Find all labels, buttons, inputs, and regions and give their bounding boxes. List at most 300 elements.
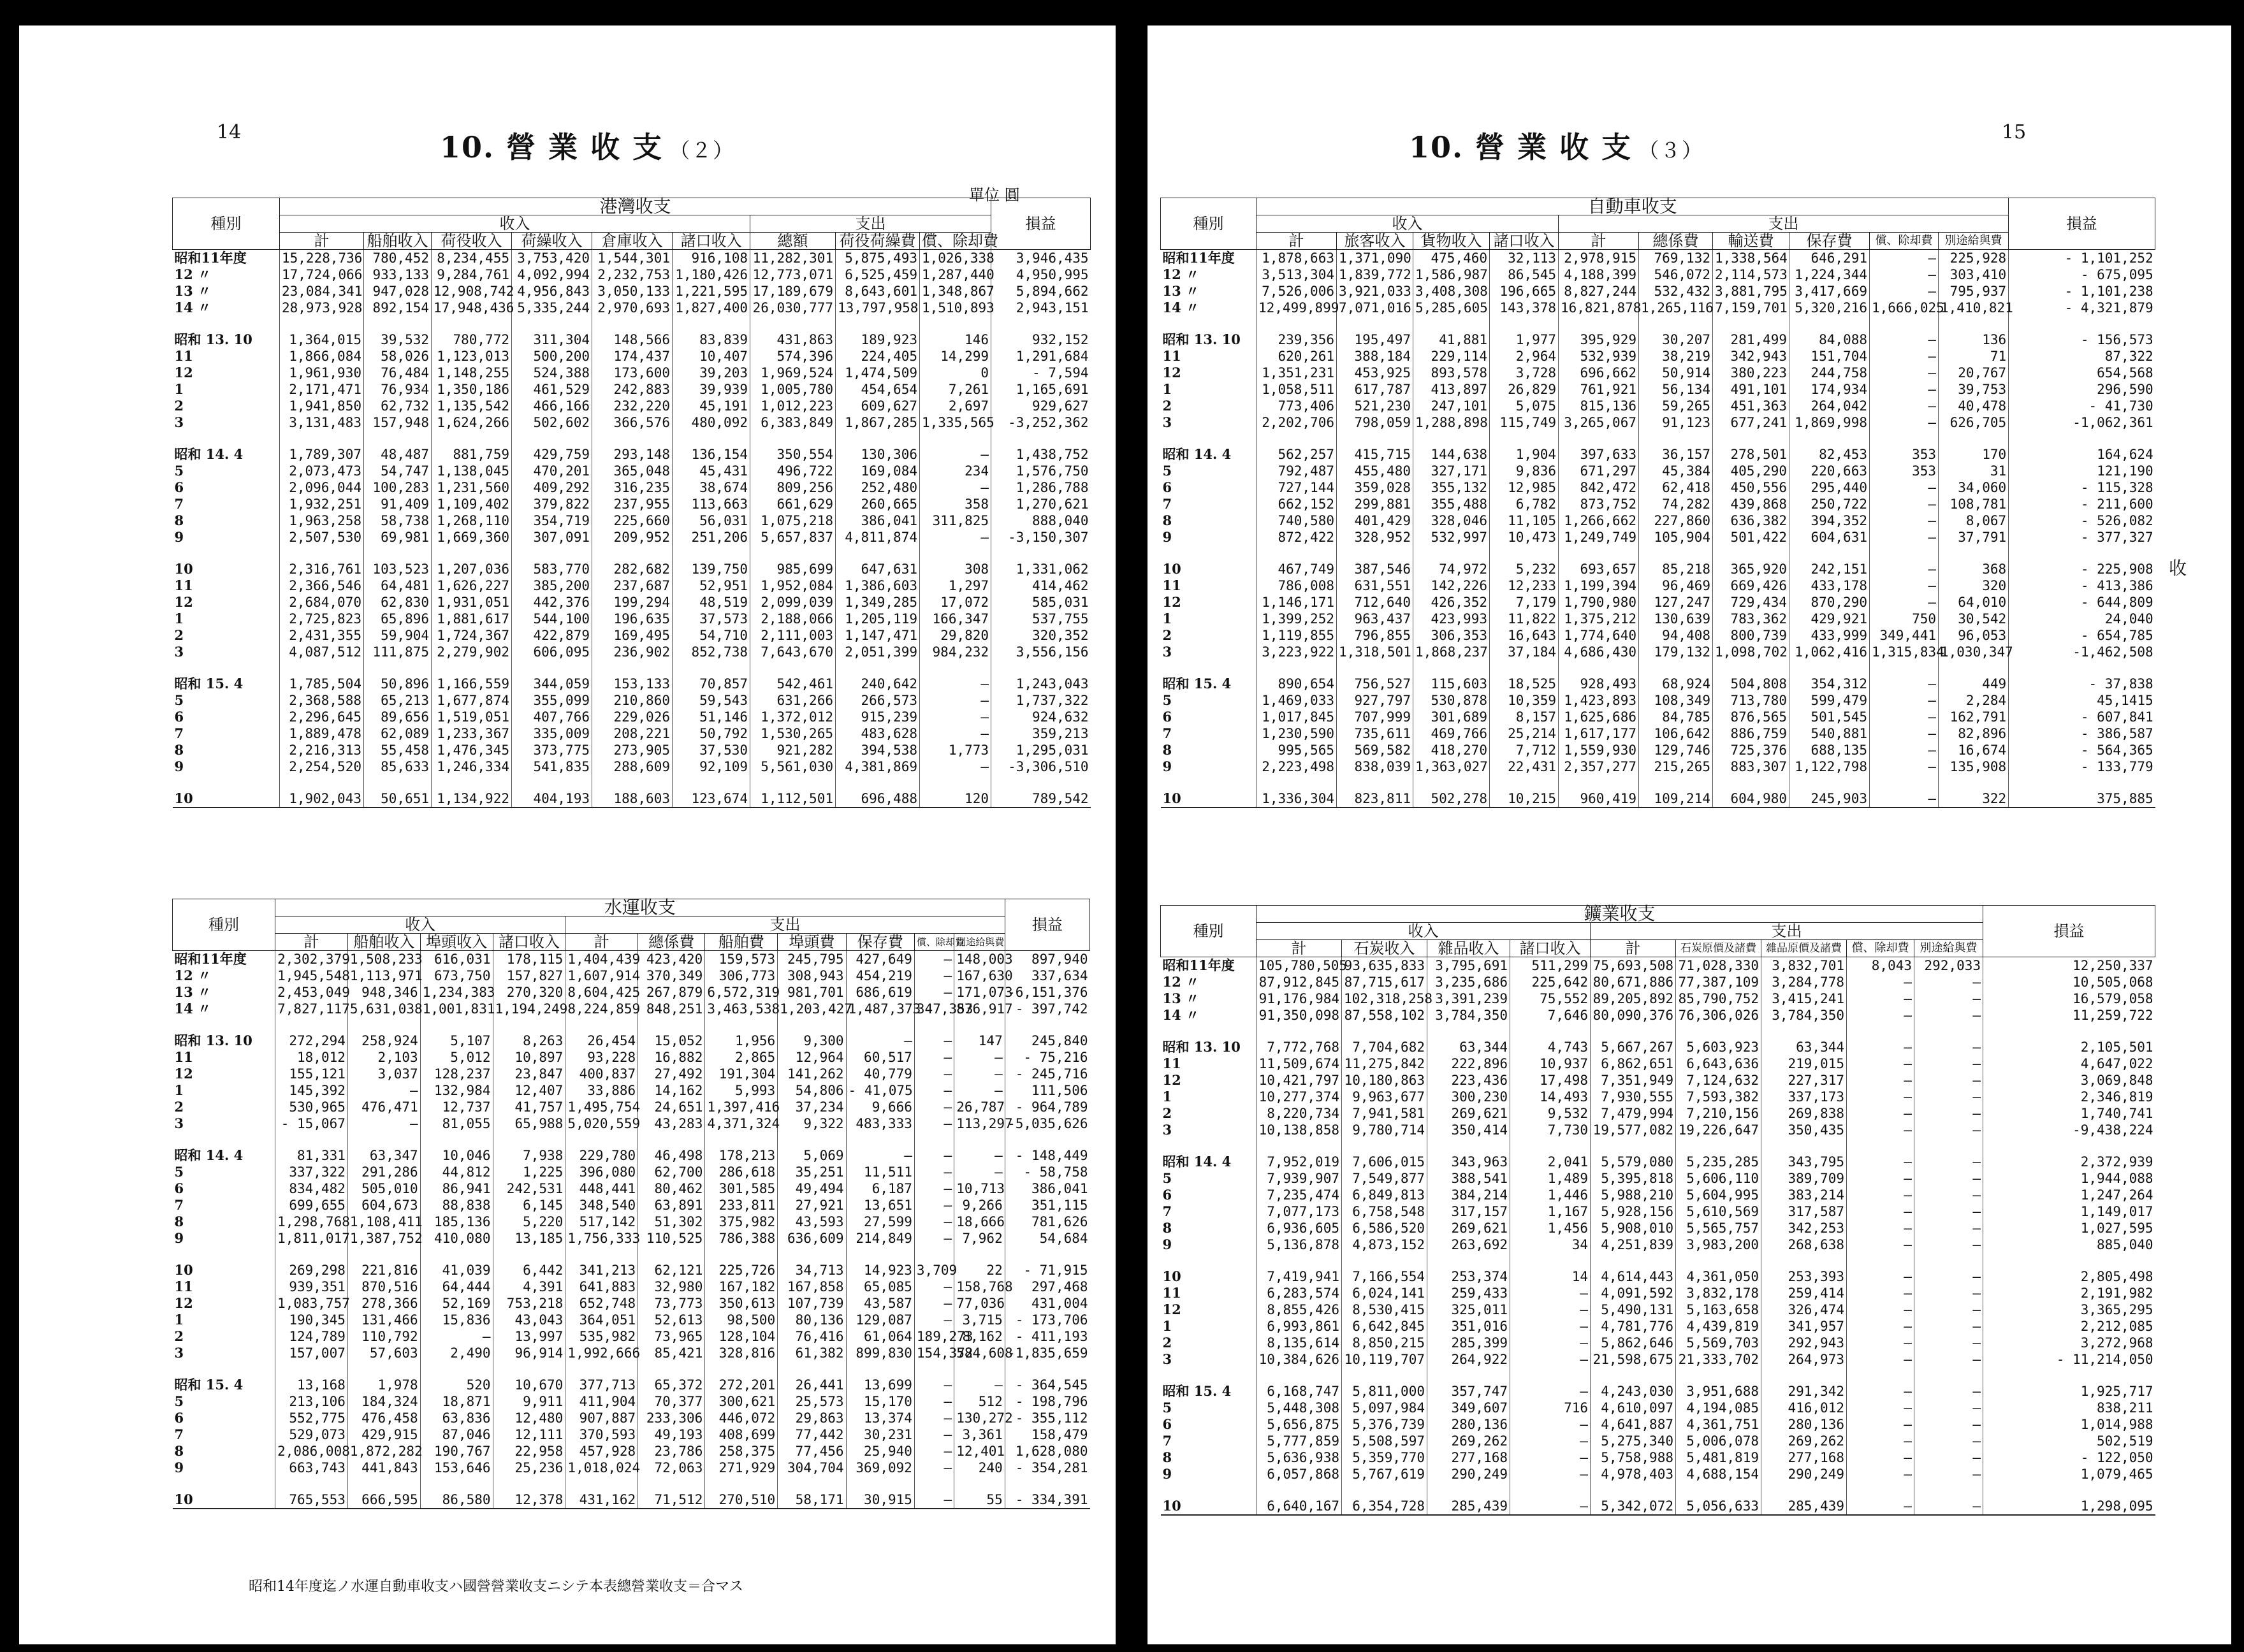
table-cell: 646,291 <box>1789 250 1870 267</box>
table-cell: 87,912,845 <box>1257 974 1342 990</box>
table-cell: 63,836 <box>420 1410 493 1426</box>
table-cell: -6,151,376 <box>1005 984 1089 1001</box>
table-cell: 1,246,334 <box>432 758 512 775</box>
table-cell: 5,097,984 <box>1342 1400 1427 1416</box>
table-cell: 1,839,772 <box>1337 266 1413 283</box>
table-cell <box>920 775 991 790</box>
table-row <box>173 446 1091 463</box>
table-cell: 932,152 <box>991 331 1091 348</box>
table-cell <box>991 316 1091 331</box>
table-cell: 25,940 <box>846 1443 914 1460</box>
row-label: 5 <box>1162 463 1172 479</box>
table-cell <box>364 546 432 561</box>
table-cell: — <box>1847 1203 1914 1220</box>
table-cell: 387,546 <box>1337 561 1413 577</box>
table-cell: 268,638 <box>1761 1236 1847 1253</box>
table-cell: 5,565,757 <box>1676 1220 1761 1236</box>
table-cell: 1,827,400 <box>673 300 750 316</box>
table-cell: 273,905 <box>592 742 673 758</box>
table-cell: 64,481 <box>364 577 432 594</box>
table-cell: — <box>420 1328 493 1345</box>
table-cell: 39,203 <box>673 365 750 381</box>
table-cell <box>512 660 592 676</box>
table-cell: 3,951,688 <box>1676 1383 1761 1400</box>
table-cell: 29,820 <box>920 627 991 644</box>
table-cell: 10,180,863 <box>1342 1072 1427 1089</box>
table-cell <box>991 431 1091 446</box>
table-cell: 4,614,443 <box>1591 1268 1676 1285</box>
table-cell: — <box>1914 1400 1983 1416</box>
table-cell: 0 <box>920 365 991 381</box>
table-cell: 476,458 <box>347 1410 420 1426</box>
table-cell: 54,806 <box>778 1082 846 1099</box>
table-cell: 260,665 <box>836 496 920 512</box>
table-cell: 62,700 <box>638 1164 705 1180</box>
table-row <box>1161 1105 2155 1122</box>
group-header: 港灣收支 <box>280 198 991 215</box>
table-cell: 233,811 <box>705 1197 778 1214</box>
table-cell: - 71,915 <box>1005 1262 1089 1279</box>
table-cell: 58,026 <box>364 348 432 365</box>
col-header: 倉庫收入 <box>592 233 673 250</box>
page-number: 15 <box>2002 121 2027 143</box>
table-cell: 10,407 <box>673 348 750 365</box>
table-row <box>1161 1203 2155 1220</box>
table-row <box>173 1328 1090 1345</box>
expense-header: 支出 <box>565 917 1005 934</box>
table-cell: 31 <box>1939 463 2009 479</box>
table-cell: 537,755 <box>991 611 1091 627</box>
row-label: 12 <box>174 594 193 610</box>
table-cell: 631,266 <box>750 692 836 709</box>
table-cell: 885,040 <box>1983 1236 2155 1253</box>
table-cell: 1,349,285 <box>836 594 920 611</box>
table-cell: 544,100 <box>512 611 592 627</box>
table-cell: 5,603,923 <box>1676 1039 1761 1055</box>
row-label: 13 〃 <box>174 283 212 299</box>
col-profit: 損益 <box>1005 899 1089 951</box>
table-cell: 469,766 <box>1413 725 1490 742</box>
row-label: 6 <box>174 479 184 495</box>
table-cell: 225,642 <box>1510 974 1591 990</box>
table-cell: 1,147,471 <box>836 627 920 644</box>
table-cell: 1,902,043 <box>280 790 364 808</box>
table-cell: 5,579,080 <box>1591 1154 1676 1170</box>
row-label: 14 〃 <box>1162 1007 1200 1023</box>
table-cell: - 397,742 <box>1005 1001 1089 1017</box>
table-cell: 189,273 <box>914 1328 954 1345</box>
table-cell <box>1559 775 1639 790</box>
table-cell: 223,436 <box>1427 1072 1510 1089</box>
table-cell: 1,992,666 <box>565 1345 638 1361</box>
table-cell: 647,631 <box>836 561 920 577</box>
table-cell: 1,203,427 <box>778 1001 846 1017</box>
table-cell: 26,787 <box>954 1099 1005 1115</box>
table-cell: 1,628,080 <box>1005 1443 1089 1460</box>
table-cell: 17,724,066 <box>280 266 364 283</box>
table-cell: - 245,716 <box>1005 1066 1089 1082</box>
col-header: 償、除却費 <box>914 934 954 951</box>
table-cell: — <box>1870 742 1939 758</box>
table-cell: 2,041 <box>1510 1154 1591 1170</box>
table-cell: 1,866,084 <box>280 348 364 365</box>
table-cell: 3,753,420 <box>512 250 592 267</box>
table-cell: — <box>1870 414 1939 431</box>
table-cell: 43,043 <box>493 1312 565 1328</box>
table-cell: 688,135 <box>1789 742 1870 758</box>
table-cell: 110,525 <box>638 1230 705 1247</box>
row-label: 昭和 15. 4 <box>1162 676 1232 692</box>
table-cell: 5,342,072 <box>1591 1498 1676 1515</box>
table-cell: 7,938 <box>493 1147 565 1164</box>
table-cell: 809,256 <box>750 479 836 496</box>
table-cell: 8,827,244 <box>1559 283 1639 300</box>
row-label: 6 <box>174 1410 184 1426</box>
table-cell: 113,297 <box>954 1115 1005 1132</box>
table-cell: 789,542 <box>991 790 1091 808</box>
table-cell: 1,576,750 <box>991 463 1091 479</box>
table-cell: 3,037 <box>347 1066 420 1082</box>
table-cell: 87,322 <box>2009 348 2155 365</box>
table-cell: 2,254,520 <box>280 758 364 775</box>
table-row <box>173 1032 1090 1049</box>
table-cell: 317,587 <box>1761 1203 1847 1220</box>
table-cell: 9,963,677 <box>1342 1089 1427 1105</box>
table-cell: 54,710 <box>673 627 750 644</box>
table-cell: 1,931,051 <box>432 594 512 611</box>
table-cell: 4,361,751 <box>1676 1416 1761 1433</box>
table-cell: 450,556 <box>1713 479 1789 496</box>
table-cell: 43,283 <box>638 1115 705 1132</box>
table-cell: 20,767 <box>1939 365 2009 381</box>
table-cell: 1,363,027 <box>1413 758 1490 775</box>
table-cell: 107,739 <box>778 1295 846 1312</box>
table-cell <box>1591 1138 1676 1154</box>
row-label: 3 <box>1162 644 1172 660</box>
table-cell: 2,368,588 <box>280 692 364 709</box>
table-cell: — <box>1870 283 1939 300</box>
table-row <box>173 1214 1090 1230</box>
table-cell <box>1342 1253 1427 1268</box>
table-row <box>173 348 1091 365</box>
table-cell: 23,084,341 <box>280 283 364 300</box>
table-cell: 4,610,097 <box>1591 1400 1676 1416</box>
table-cell: 713,780 <box>1713 692 1789 709</box>
table-cell: — <box>1847 1466 1914 1482</box>
table-row <box>173 611 1091 627</box>
table-cell: — <box>846 1147 914 1164</box>
table-cell: 448,441 <box>565 1180 638 1197</box>
table-cell: — <box>1914 1154 1983 1170</box>
table-row <box>1161 561 2155 577</box>
table-cell: 7,419,941 <box>1257 1268 1342 1285</box>
table-cell: 3,265,067 <box>1559 414 1639 431</box>
table-cell: 5,481,819 <box>1676 1449 1761 1466</box>
table-cell: 132,984 <box>420 1082 493 1099</box>
table-cell: 3,715 <box>954 1312 1005 1328</box>
table-cell <box>846 1132 914 1147</box>
table-cell <box>1870 316 1939 331</box>
row-label: 5 <box>1162 692 1172 708</box>
table-cell: 10,359 <box>1490 692 1559 709</box>
table-cell: 429,759 <box>512 446 592 463</box>
table-cell: 1,624,266 <box>432 414 512 431</box>
col-header: 雜品原價及諸費 <box>1761 940 1847 957</box>
table-cell: 1,881,617 <box>432 611 512 627</box>
table-cell: 5,490,131 <box>1591 1301 1676 1318</box>
side-mark: 收 <box>2168 558 2187 579</box>
table-cell <box>1870 775 1939 790</box>
table-cell: 693,657 <box>1559 561 1639 577</box>
table-cell: 373,775 <box>512 742 592 758</box>
col-header: 償、除却費 <box>920 233 991 250</box>
table-cell: 1,017,845 <box>1257 709 1337 725</box>
table-cell: 669,426 <box>1713 577 1789 594</box>
table-cell: — <box>347 1082 420 1099</box>
table-cell: 415,715 <box>1337 446 1413 463</box>
table-cell: 311,304 <box>512 331 592 348</box>
table-cell: 1,165,691 <box>991 381 1091 398</box>
table-cell: 2,316,761 <box>280 561 364 577</box>
table-row <box>1161 1301 2155 1318</box>
table-cell: 88,838 <box>420 1197 493 1214</box>
table-cell: — <box>914 1049 954 1066</box>
table-row <box>1161 431 2155 446</box>
table-cell: 3,795,691 <box>1427 957 1510 975</box>
table-cell: 12,407 <box>493 1082 565 1099</box>
table-cell: 3,272,968 <box>1983 1335 2155 1351</box>
row-label: 3 <box>174 1115 184 1131</box>
table-cell: 354,312 <box>1789 676 1870 692</box>
table-cell: — <box>914 951 954 968</box>
table-cell <box>778 1017 846 1032</box>
table-cell: 4,091,592 <box>1591 1285 1676 1301</box>
table-cell <box>592 546 673 561</box>
table-cell: 51,146 <box>673 709 750 725</box>
table-cell: — <box>914 1443 954 1460</box>
table-cell: 320,352 <box>991 627 1091 644</box>
table-row <box>1161 775 2155 790</box>
table-cell: 37,234 <box>778 1099 846 1115</box>
table-cell: 1,268,110 <box>432 512 512 529</box>
table-cell: 9,780,714 <box>1342 1122 1427 1138</box>
table-cell: 5,908,010 <box>1591 1220 1676 1236</box>
row-label: 13 〃 <box>1162 283 1200 299</box>
table-row <box>1161 316 2155 331</box>
table-cell: 136,154 <box>673 446 750 463</box>
table-cell: 27,492 <box>638 1066 705 1082</box>
table-cell: 3,415,241 <box>1761 990 1847 1007</box>
table-cell: — <box>1914 1335 1983 1351</box>
row-label: 1 <box>174 1082 184 1098</box>
table-cell: 872,422 <box>1257 529 1337 546</box>
table-cell: 455,480 <box>1337 463 1413 479</box>
row-label: 5 <box>174 463 184 479</box>
table-cell: 661,629 <box>750 496 836 512</box>
table-cell: 1,298,095 <box>1983 1498 2155 1515</box>
table-cell: 9,266 <box>954 1197 1005 1214</box>
row-label: 昭和 15. 4 <box>174 1377 244 1393</box>
table-cell: — <box>1847 1400 1914 1416</box>
table-cell <box>1559 316 1639 331</box>
table-cell: 5,667,267 <box>1591 1039 1676 1055</box>
table-cell: 306,773 <box>705 967 778 984</box>
page-number: 14 <box>217 121 242 143</box>
table-cell: 18,666 <box>954 1214 1005 1230</box>
table-cell: 227,317 <box>1761 1072 1847 1089</box>
table-cell: 10,670 <box>493 1377 565 1393</box>
table-cell: 1,030,347 <box>1939 644 2009 660</box>
table-cell: 147 <box>954 1032 1005 1049</box>
table-cell: 1,079,465 <box>1983 1466 2155 1482</box>
table-cell <box>638 1247 705 1262</box>
table-cell: 2,725,823 <box>280 611 364 627</box>
table-cell: — <box>1914 1122 1983 1138</box>
table-cell: — <box>1870 496 1939 512</box>
table-cell <box>1789 546 1870 561</box>
table-cell: 285,439 <box>1427 1498 1510 1515</box>
table-cell: 269,298 <box>275 1262 348 1279</box>
row-label: 1 <box>1162 1089 1172 1105</box>
table-cell: 1,773 <box>920 742 991 758</box>
col-header: 旅客收入 <box>1337 233 1413 250</box>
table-cell: — <box>1510 1416 1591 1433</box>
table-cell: 3,361 <box>954 1426 1005 1443</box>
table-cell: 9,911 <box>493 1393 565 1410</box>
row-label <box>1161 775 1257 790</box>
row-label: 昭和 13. 10 <box>174 1032 252 1048</box>
table-cell: 89,205,892 <box>1591 990 1676 1007</box>
table-cell: 58,171 <box>778 1491 846 1509</box>
table-cell: 1,372,012 <box>750 709 836 725</box>
table-cell: — <box>1847 1187 1914 1203</box>
row-label <box>1161 1024 1257 1039</box>
table-cell: — <box>1914 1318 1983 1335</box>
table-row <box>173 984 1090 1001</box>
table-row <box>1161 990 2155 1007</box>
col-header: 總係費 <box>1639 233 1713 250</box>
table-row <box>173 1393 1090 1410</box>
table-cell <box>512 775 592 790</box>
table-cell: 295,440 <box>1789 479 1870 496</box>
col-header: 計 <box>1257 233 1337 250</box>
row-label <box>173 1361 275 1377</box>
table-cell: 1,249,749 <box>1559 529 1639 546</box>
row-label: 7 <box>174 1426 184 1442</box>
table-cell: 232,220 <box>592 398 673 414</box>
table-cell: 1,027,595 <box>1983 1220 2155 1236</box>
table-cell: 167,630 <box>954 967 1005 984</box>
table-cell: — <box>1914 1301 1983 1318</box>
table-cell: 7,479,994 <box>1591 1105 1676 1122</box>
table-cell: 142,226 <box>1413 577 1490 594</box>
table-cell: 1,083,757 <box>275 1295 348 1312</box>
table-cell: 512 <box>954 1393 1005 1410</box>
table-cell <box>347 1247 420 1262</box>
table-cell: — <box>914 1147 954 1164</box>
table-cell: 892,154 <box>364 300 432 316</box>
table-row <box>173 300 1091 316</box>
table-cell: 2,346,819 <box>1983 1089 2155 1105</box>
table-cell <box>705 1132 778 1147</box>
table-row <box>1161 381 2155 398</box>
table-cell: 654,568 <box>2009 365 2155 381</box>
table-cell: 446,072 <box>705 1410 778 1426</box>
table-cell: — <box>1914 1007 1983 1024</box>
table-cell: 317,157 <box>1427 1203 1510 1220</box>
table-cell <box>493 1132 565 1147</box>
table-cell: 5,006,078 <box>1676 1433 1761 1449</box>
table-cell: 1,559,930 <box>1559 742 1639 758</box>
table-cell: 85,218 <box>1639 561 1713 577</box>
table-cell: 5,275,340 <box>1591 1433 1676 1449</box>
table-cell <box>1005 1132 1089 1147</box>
table-cell: 86,545 <box>1490 266 1559 283</box>
table-cell: 7,261 <box>920 381 991 398</box>
table-cell: 174,934 <box>1789 381 1870 398</box>
table-cell: - 122,050 <box>1983 1449 2155 1466</box>
table-cell <box>1847 1368 1914 1383</box>
table-cell: 2,978,915 <box>1559 250 1639 267</box>
table-row <box>173 381 1091 398</box>
table-cell: 388,541 <box>1427 1170 1510 1187</box>
table-cell: 5,767,619 <box>1342 1466 1427 1482</box>
table-cell: — <box>1847 1301 1914 1318</box>
table-cell: 5,993 <box>705 1082 778 1099</box>
table-cell: 52,169 <box>420 1295 493 1312</box>
table-cell: 240,642 <box>836 676 920 692</box>
table-cell <box>1257 1024 1342 1039</box>
table-cell <box>347 1361 420 1377</box>
row-label: 13 〃 <box>174 984 212 1000</box>
table-cell: 215,265 <box>1639 758 1713 775</box>
table-cell: 80,136 <box>778 1312 846 1328</box>
table-cell: 62,732 <box>364 398 432 414</box>
table-cell: 1,062,416 <box>1789 644 1870 660</box>
table-cell: 26,829 <box>1490 381 1559 398</box>
table-cell: 368 <box>1939 561 2009 577</box>
table-cell: — <box>1847 1335 1914 1351</box>
table-cell: 63,347 <box>347 1147 420 1164</box>
table-cell <box>673 316 750 331</box>
table-cell: -9,438,224 <box>1983 1122 2155 1138</box>
row-label: 7 <box>1162 1433 1172 1449</box>
table-cell: 413,897 <box>1413 381 1490 398</box>
table-row <box>1161 758 2155 775</box>
table-cell: 12,401 <box>954 1443 1005 1460</box>
table-cell: 359,028 <box>1337 479 1413 496</box>
table-cell: 617,787 <box>1337 381 1413 398</box>
table-cell: 46,498 <box>638 1147 705 1164</box>
table-cell: 322 <box>1939 790 2009 808</box>
table-row <box>173 283 1091 300</box>
table-cell: 24,651 <box>638 1099 705 1115</box>
table-cell: 245,840 <box>1005 1032 1089 1049</box>
table-cell <box>275 1017 348 1032</box>
table-cell: 17,072 <box>920 594 991 611</box>
table-cell: 63,344 <box>1427 1039 1510 1055</box>
table-cell <box>673 431 750 446</box>
table-cell: 2,188,066 <box>750 611 836 627</box>
row-label: 8 <box>1162 742 1172 758</box>
table-cell: 899,830 <box>846 1345 914 1361</box>
table-cell: 30,915 <box>846 1491 914 1509</box>
table-cell: - 211,600 <box>2009 496 2155 512</box>
table-cell <box>1591 1024 1676 1039</box>
table-cell: 8,855,426 <box>1257 1301 1342 1318</box>
table-cell: — <box>1914 1433 1983 1449</box>
table-cell: — <box>1510 1335 1591 1351</box>
